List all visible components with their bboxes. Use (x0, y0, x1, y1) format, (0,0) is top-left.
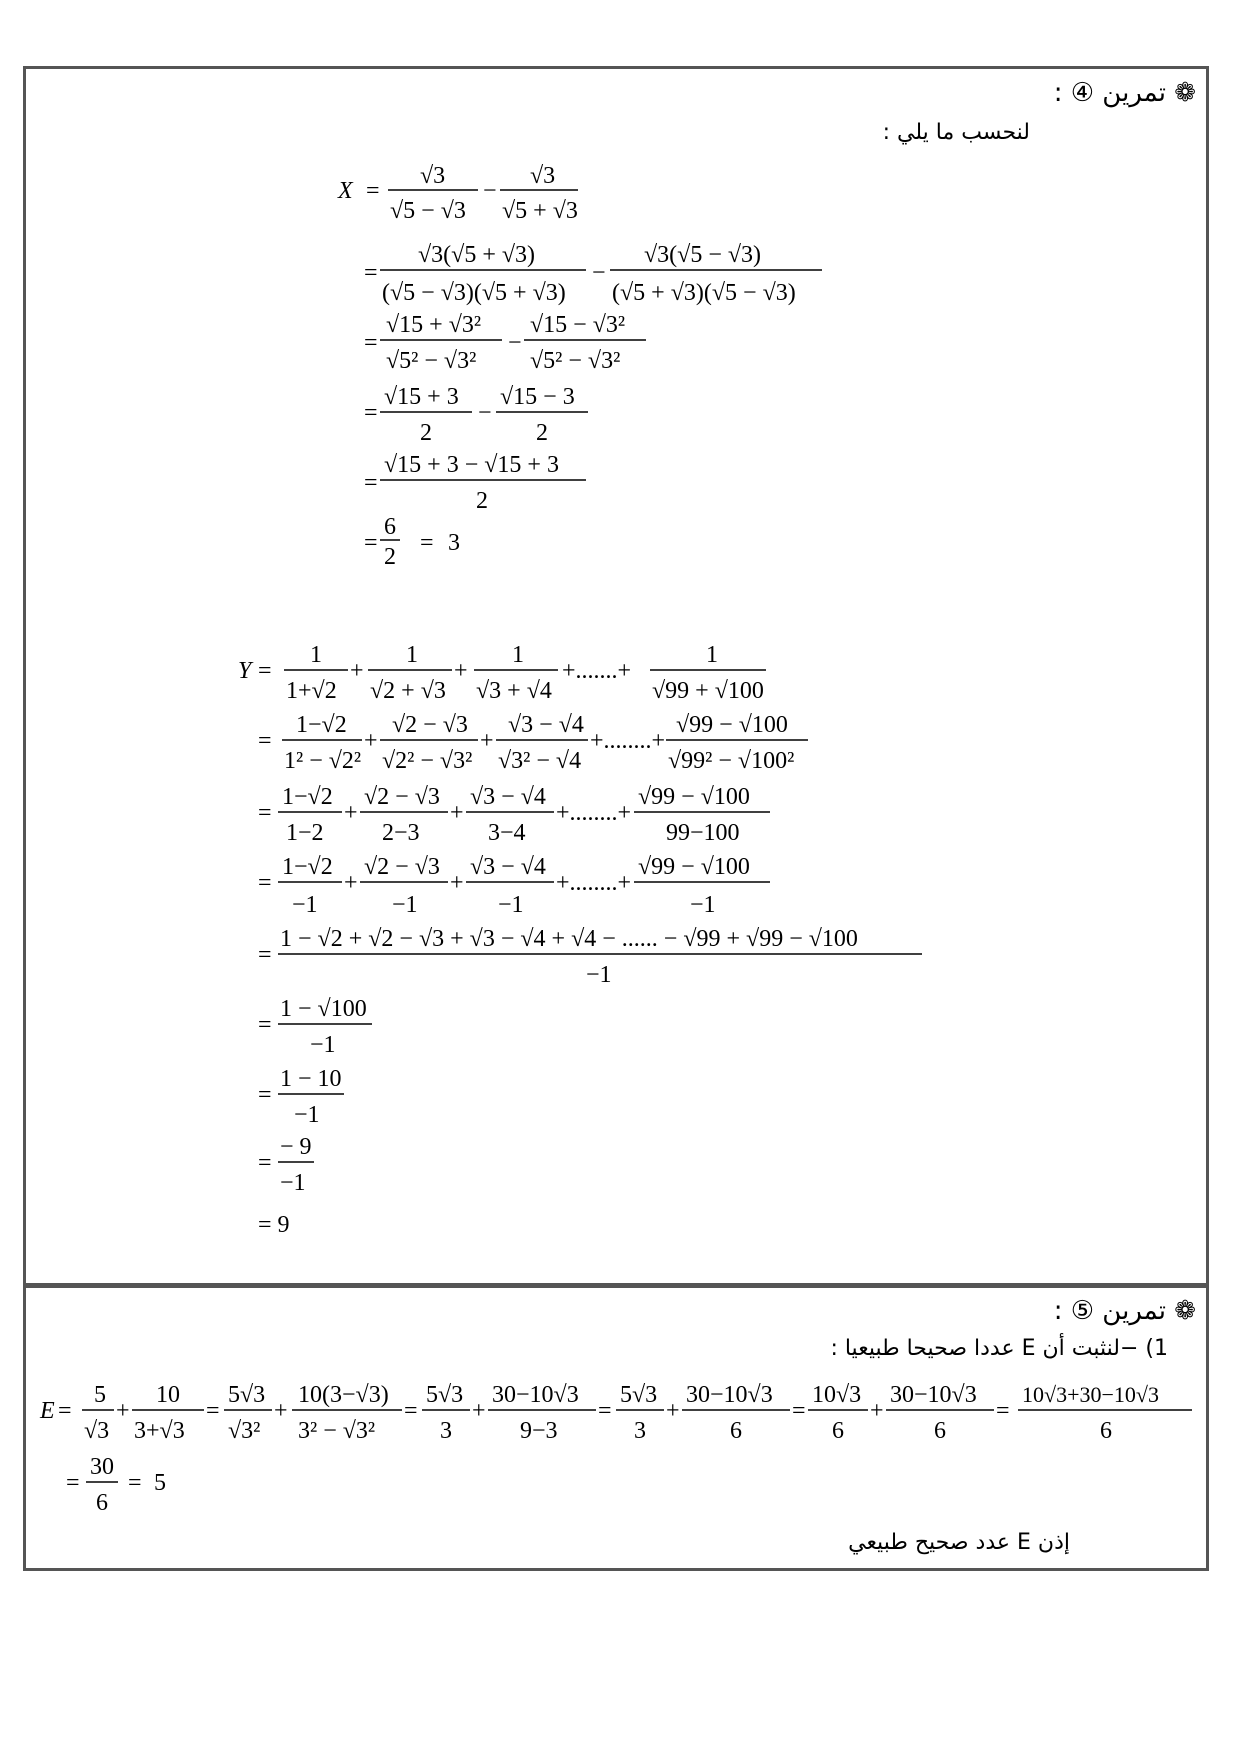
svg-text:=: = (128, 1470, 142, 1496)
svg-text:−1: −1 (586, 962, 612, 988)
svg-text:=: = (206, 1398, 220, 1424)
svg-text:√2 − √3: √2 − √3 (392, 712, 468, 738)
svg-text:=: = (792, 1398, 806, 1424)
svg-text:+: + (870, 1398, 884, 1424)
svg-text:1: 1 (310, 642, 322, 668)
svg-text:√3 − √4: √3 − √4 (508, 712, 584, 738)
svg-text:√15 − √3²: √15 − √3² (530, 312, 626, 338)
svg-text:Y: Y (238, 658, 252, 684)
svg-text:3: 3 (448, 530, 460, 556)
x-line-6 (364, 514, 460, 570)
y-line-6 (258, 996, 372, 1058)
svg-text:1−2: 1−2 (286, 820, 324, 846)
svg-text:+: + (480, 728, 494, 754)
svg-text:1: 1 (406, 642, 418, 668)
svg-text:3+√3: 3+√3 (134, 1418, 185, 1444)
svg-text:√3²: √3² (228, 1418, 261, 1444)
svg-text:6: 6 (96, 1490, 108, 1516)
svg-text:=: = (996, 1398, 1010, 1424)
svg-text:5: 5 (154, 1470, 166, 1496)
svg-text:=: = (364, 530, 378, 556)
svg-text:+: + (274, 1398, 288, 1424)
svg-text:√15 + 3 − √15 + 3: √15 + 3 − √15 + 3 (384, 452, 559, 478)
svg-text:− 9: − 9 (280, 1134, 312, 1160)
e-result (66, 1454, 166, 1516)
svg-text:−1: −1 (294, 1102, 320, 1128)
svg-text:√3(√5 − √3): √3(√5 − √3) (644, 242, 762, 268)
svg-text:=: = (258, 658, 272, 684)
svg-text:√15 + √3²: √15 + √3² (386, 312, 482, 338)
svg-text:1−√2: 1−√2 (282, 854, 333, 880)
exercise-5-question: 1) −لنثبت أن E عددا صحيحا طبيعيا : (830, 1336, 1168, 1361)
exercise-5-title: ❁ تمرين ⑤ : (1053, 1296, 1196, 1326)
exercise-4-subtitle: لنحسب ما يلي : (882, 120, 1030, 145)
svg-text:=: = (364, 330, 378, 356)
svg-text:√3 + √4: √3 + √4 (476, 678, 552, 704)
svg-text:+: + (364, 728, 378, 754)
svg-text:2−3: 2−3 (382, 820, 420, 846)
svg-text:√99² − √100²: √99² − √100² (668, 748, 795, 774)
y-line-5 (258, 926, 922, 988)
svg-text:=: = (258, 800, 272, 826)
svg-text:30−10√3: 30−10√3 (686, 1382, 773, 1408)
svg-text:3² − √3²: 3² − √3² (298, 1418, 376, 1444)
svg-text:6: 6 (1100, 1418, 1112, 1444)
y-line-9 (258, 1212, 290, 1238)
svg-text:−1: −1 (690, 892, 716, 918)
exercise-5-conclusion: إذن E عدد صحيح طبيعي (848, 1530, 1070, 1555)
svg-text:+: + (472, 1398, 486, 1424)
svg-text:√3² − √4: √3² − √4 (498, 748, 582, 774)
svg-text:√99 − √100: √99 − √100 (638, 854, 750, 880)
svg-text:−1: −1 (392, 892, 418, 918)
svg-text:1 − √2 + √2 − √3 + √3 − √4 + √: 1 − √2 + √2 − √3 + √3 − √4 + √4 − ...... − √99 + √99 − √100 (280, 926, 858, 952)
svg-text:=: = (258, 1150, 272, 1176)
svg-text:X: X (338, 178, 353, 204)
svg-text:−1: −1 (292, 892, 318, 918)
x-line-4 (364, 384, 588, 446)
svg-text:√2 − √3: √2 − √3 (364, 854, 440, 880)
svg-text:+........+: +........+ (590, 728, 666, 754)
svg-text:−1: −1 (280, 1170, 306, 1196)
svg-text:10: 10 (156, 1382, 180, 1408)
svg-text:=: = (598, 1398, 612, 1424)
svg-text:30−10√3: 30−10√3 (492, 1382, 579, 1408)
x-line-1-text (0, 0, 1, 1)
svg-text:+........+: +........+ (556, 800, 632, 826)
svg-text:=: = (366, 178, 380, 204)
svg-text:5: 5 (94, 1382, 106, 1408)
svg-text:−1: −1 (310, 1032, 336, 1058)
svg-text:√3: √3 (84, 1418, 110, 1444)
svg-text:√3: √3 (530, 163, 556, 189)
svg-text:+: + (344, 870, 358, 896)
svg-text:6: 6 (730, 1418, 742, 1444)
svg-text:√99 − √100: √99 − √100 (638, 784, 750, 810)
svg-text:−: − (483, 178, 497, 204)
svg-text:5√3: 5√3 (228, 1382, 266, 1408)
svg-text:+: + (350, 658, 364, 684)
svg-text:=: = (258, 1012, 272, 1038)
y-line-1 (238, 642, 766, 704)
svg-text:√3(√5 + √3): √3(√5 + √3) (418, 242, 536, 268)
svg-text:6: 6 (832, 1418, 844, 1444)
svg-text:=: = (364, 470, 378, 496)
svg-text:1 − 10: 1 − 10 (280, 1066, 342, 1092)
svg-text:+: + (450, 870, 464, 896)
svg-text:−1: −1 (498, 892, 524, 918)
svg-text:+: + (666, 1398, 680, 1424)
svg-text:+: + (450, 800, 464, 826)
svg-text:√3: √3 (420, 163, 446, 189)
x-line-1 (337, 163, 578, 224)
svg-text:=: = (258, 1082, 272, 1108)
x-line-5 (364, 452, 586, 514)
svg-text:3: 3 (440, 1418, 452, 1444)
svg-text:3−4: 3−4 (488, 820, 526, 846)
x-line-3 (364, 312, 646, 374)
y-derivation (230, 640, 950, 1280)
svg-text:2: 2 (420, 420, 432, 446)
svg-text:=: = (364, 400, 378, 426)
svg-text:3: 3 (634, 1418, 646, 1444)
svg-text:(√5 + √3)(√5 − √3): (√5 + √3)(√5 − √3) (612, 280, 796, 306)
svg-text:√5² − √3²: √5² − √3² (386, 348, 477, 374)
svg-text:√5² − √3²: √5² − √3² (530, 348, 621, 374)
svg-text:√2² − √3²: √2² − √3² (382, 748, 473, 774)
svg-text:(√5 − √3)(√5 + √3): (√5 − √3)(√5 + √3) (382, 280, 566, 306)
svg-text:√15 + 3: √15 + 3 (384, 384, 459, 410)
svg-text:30−10√3: 30−10√3 (890, 1382, 977, 1408)
y-line-2 (258, 712, 808, 774)
svg-text:2: 2 (476, 488, 488, 514)
exercise-4-title: ❁ تمرين ④ : (1053, 78, 1196, 108)
svg-text:1−√2: 1−√2 (296, 712, 347, 738)
svg-text:+: + (454, 658, 468, 684)
svg-text:1 − √100: 1 − √100 (280, 996, 367, 1022)
svg-text:√5 − √3: √5 − √3 (390, 198, 466, 224)
x-line-2 (364, 242, 822, 306)
svg-text:6: 6 (934, 1418, 946, 1444)
svg-text:√2 − √3: √2 − √3 (364, 784, 440, 810)
svg-text:2: 2 (536, 420, 548, 446)
svg-text:√99 − √100: √99 − √100 (676, 712, 788, 738)
svg-text:1+√2: 1+√2 (286, 678, 337, 704)
y-line-4 (258, 854, 770, 918)
y-line-3 (258, 784, 770, 846)
x-derivation (330, 150, 850, 620)
svg-text:√15 − 3: √15 − 3 (500, 384, 575, 410)
svg-text:=: = (420, 530, 434, 556)
svg-text:=: = (258, 942, 272, 968)
svg-text:√3 − √4: √3 − √4 (470, 854, 546, 880)
svg-text:E: E (40, 1398, 55, 1424)
svg-text:1: 1 (706, 642, 718, 668)
e-derivation (36, 1376, 1202, 1526)
svg-text:6: 6 (384, 514, 396, 540)
svg-text:=: = (258, 728, 272, 754)
svg-text:=: = (364, 260, 378, 286)
svg-text:=: = (404, 1398, 418, 1424)
e-line (39, 1382, 1192, 1444)
svg-text:=: = (258, 870, 272, 896)
svg-text:−: − (592, 260, 606, 286)
svg-text:1² − √2²: 1² − √2² (284, 748, 362, 774)
svg-text:=: = (58, 1398, 72, 1424)
svg-text:−: − (508, 330, 522, 356)
svg-text:+: + (116, 1398, 130, 1424)
svg-text:1−√2: 1−√2 (282, 784, 333, 810)
svg-text:10(3−√3): 10(3−√3) (298, 1382, 389, 1408)
svg-text:2: 2 (384, 544, 396, 570)
svg-text:√5 + √3: √5 + √3 (502, 198, 578, 224)
svg-text:=: = (66, 1470, 80, 1496)
svg-text:+: + (344, 800, 358, 826)
svg-text:99−100: 99−100 (666, 820, 740, 846)
svg-text:+.......+: +.......+ (562, 658, 632, 684)
svg-text:10√3+30−10√3: 10√3+30−10√3 (1022, 1382, 1159, 1407)
svg-text:√3 − √4: √3 − √4 (470, 784, 546, 810)
svg-text:9−3: 9−3 (520, 1418, 558, 1444)
y-line-7 (258, 1066, 344, 1128)
svg-text:5√3: 5√3 (426, 1382, 464, 1408)
svg-text:−: − (478, 400, 492, 426)
svg-text:30: 30 (90, 1454, 114, 1480)
y-line-8 (258, 1134, 314, 1196)
svg-text:10√3: 10√3 (812, 1382, 862, 1408)
svg-text:√99 + √100: √99 + √100 (652, 678, 764, 704)
svg-text:√2 + √3: √2 + √3 (370, 678, 446, 704)
svg-text:+........+: +........+ (556, 870, 632, 896)
svg-text:= 9: = 9 (258, 1212, 290, 1238)
svg-text:1: 1 (512, 642, 524, 668)
svg-text:5√3: 5√3 (620, 1382, 658, 1408)
